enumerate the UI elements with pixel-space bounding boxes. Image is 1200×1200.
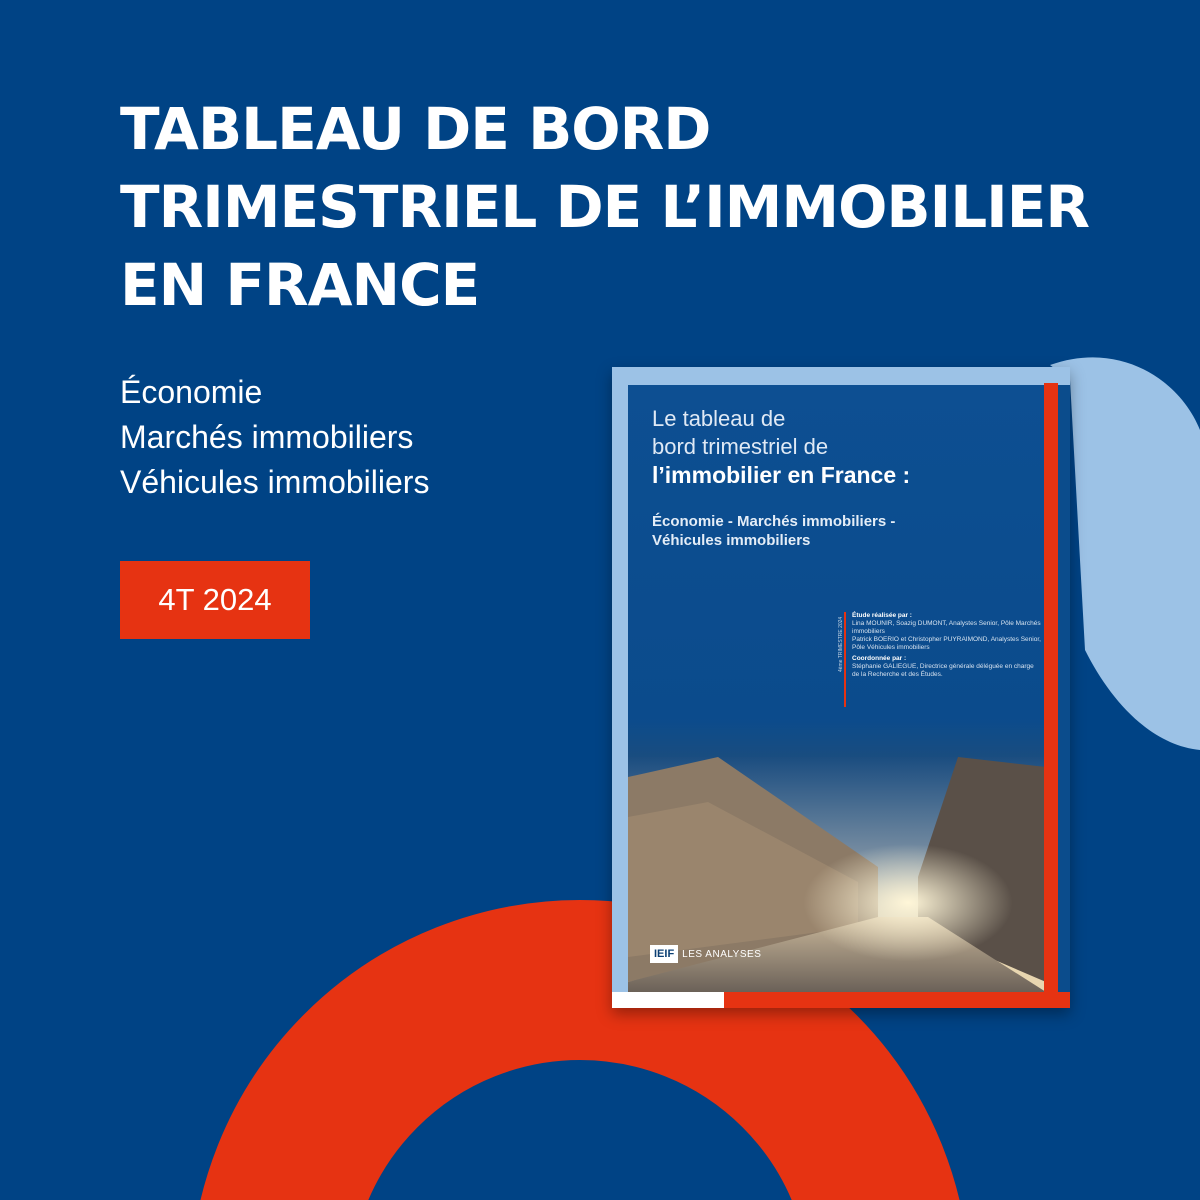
- cover-title-line-3: l’immobilier en France :: [652, 462, 911, 488]
- cover-title-line-1: Le tableau de: [652, 406, 786, 431]
- cover-right-strip: [1044, 383, 1058, 1008]
- topic-economie: Économie: [120, 374, 263, 410]
- headline: [120, 90, 1090, 324]
- cover-subtitle-line-1: Économie - Marchés immobiliers -: [652, 513, 896, 530]
- report-cover: [612, 367, 1070, 1008]
- cover-left-strip: [612, 367, 628, 1008]
- cover-title-line-2: bord trimestriel de: [652, 434, 829, 459]
- headline-line-2: TRIMESTRIEL DE L’IMMOBILIER: [120, 173, 1090, 241]
- cover-side-label: 4ème TRIMESTRE 2024: [838, 616, 844, 672]
- cover-bottom-strip-red: [724, 992, 1070, 1008]
- light-blue-blob: [1050, 357, 1200, 750]
- period-badge: 4T 2024: [120, 561, 310, 639]
- red-ring: [270, 980, 890, 1200]
- cover-title: [652, 405, 910, 489]
- cover-subtitle: [652, 512, 895, 550]
- credit-2: Patrick BOERIO et Christopher PUYRAIMOND, Analystes Senior, Pôle Véhicules immobiliers: [852, 636, 1041, 651]
- coord-1: Stéphanie GALIEGUE, Directrice générale déléguée en charge de la Recherche et des Études.: [852, 663, 1034, 678]
- ieif-logo-box: IEIF: [650, 945, 678, 963]
- headline-line-3: EN FRANCE: [120, 251, 480, 319]
- ieif-logo: [650, 945, 761, 963]
- topic-vehicules: Véhicules immobiliers: [120, 464, 430, 500]
- cover-top-strip: [612, 367, 1070, 385]
- credit-1: Lina MOUNIR, Soazig DUMONT, Analystes Senior, Pôle Marchés immobiliers: [852, 620, 1041, 635]
- credits-rule: [844, 612, 846, 707]
- cover-bottom-strip-white: [612, 992, 724, 1008]
- topics-list: [120, 370, 429, 505]
- cover-credits: [852, 612, 1042, 679]
- coord-heading: Coordonnée par :: [852, 655, 907, 662]
- headline-line-1: TABLEAU DE BORD: [120, 95, 711, 163]
- cover-subtitle-line-2: Véhicules immobiliers: [652, 532, 811, 549]
- ieif-logo-text: LES ANALYSES: [682, 948, 762, 960]
- topic-marches: Marchés immobiliers: [120, 419, 414, 455]
- credits-heading: Étude réalisée par :: [852, 612, 912, 619]
